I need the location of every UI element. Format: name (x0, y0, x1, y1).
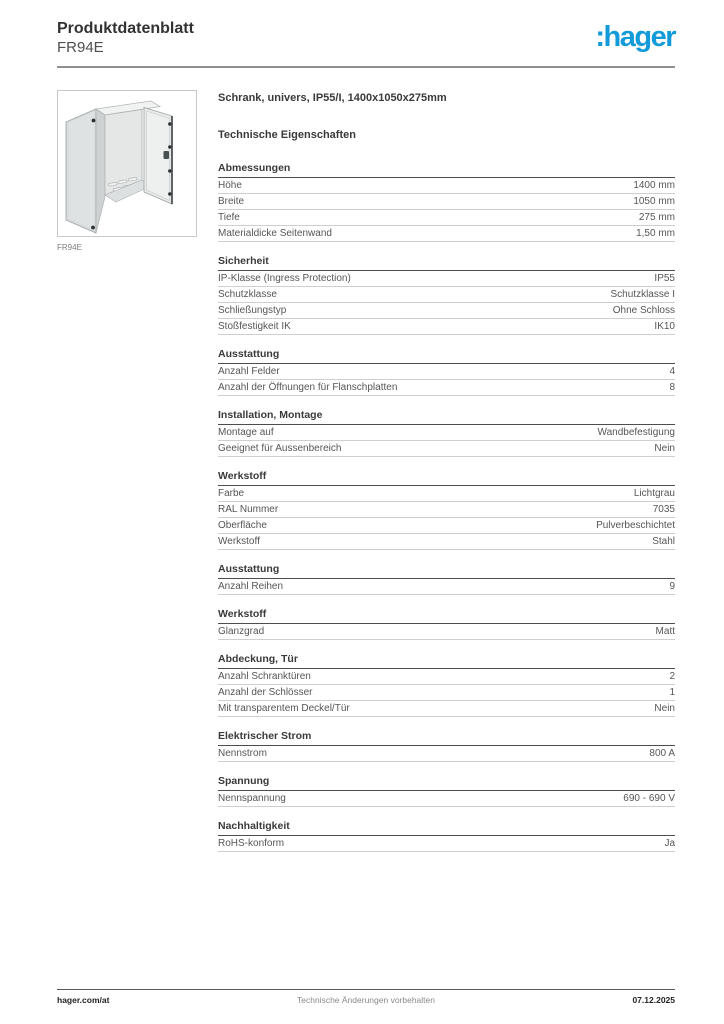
spec-label: Nennspannung (218, 793, 286, 804)
spec-section-title: Werkstoff (218, 470, 675, 486)
spec-value: Stahl (652, 536, 675, 547)
cabinet-illustration (58, 91, 196, 236)
spec-value: 1050 mm (633, 196, 675, 207)
spec-section (218, 820, 675, 852)
spec-label: RoHS-konform (218, 838, 285, 849)
spec-row (218, 271, 675, 287)
spec-value: IP55 (654, 273, 675, 284)
spec-section (218, 470, 675, 550)
spec-value: 1400 mm (633, 180, 675, 191)
spec-value: 1 (669, 687, 675, 698)
spec-value: Wandbefestigung (597, 427, 675, 438)
spec-label: Werkstoff (218, 536, 260, 547)
spec-section-title: Ausstattung (218, 563, 675, 579)
spec-value: IK10 (654, 321, 675, 332)
spec-label: RAL Nummer (218, 504, 279, 515)
spec-row (218, 669, 675, 685)
spec-row (218, 425, 675, 441)
spec-label: Geeignet für Aussenbereich (218, 443, 342, 454)
spec-label: Anzahl Felder (218, 366, 280, 377)
spec-sections (218, 162, 675, 852)
spec-value: 800 A (649, 748, 675, 759)
product-image-caption: FR94E (57, 243, 82, 252)
spec-row (218, 502, 675, 518)
spec-row (218, 194, 675, 210)
spec-value: Ohne Schloss (612, 305, 675, 316)
spec-row (218, 287, 675, 303)
spec-section-title: Werkstoff (218, 608, 675, 624)
spec-section-title: Installation, Montage (218, 409, 675, 425)
product-image-column (57, 90, 197, 252)
page-title: Produktdatenblatt (57, 20, 194, 37)
spec-section (218, 775, 675, 807)
spec-label: Breite (218, 196, 245, 207)
spec-value: Nein (654, 703, 675, 714)
spec-row (218, 441, 675, 457)
spec-value: 9 (669, 581, 675, 592)
spec-row (218, 303, 675, 319)
spec-label: Anzahl Schranktüren (218, 671, 311, 682)
spec-section (218, 730, 675, 762)
spec-section-title: Abdeckung, Tür (218, 653, 675, 669)
spec-row (218, 624, 675, 640)
product-image (57, 90, 197, 237)
spec-section (218, 348, 675, 396)
spec-label: Tiefe (218, 212, 240, 223)
spec-value: Lichtgrau (633, 488, 675, 499)
spec-row (218, 579, 675, 595)
spec-section (218, 162, 675, 242)
spec-label: Materialdicke Seitenwand (218, 228, 332, 239)
footer-website-link[interactable]: hager.com/at (57, 995, 110, 1005)
spec-row (218, 685, 675, 701)
spec-value: 275 mm (638, 212, 675, 223)
spec-section (218, 409, 675, 457)
spec-label: Stoßfestigkeit IK (218, 321, 291, 332)
spec-label: Anzahl der Schlösser (218, 687, 313, 698)
spec-value: 1,50 mm (636, 228, 675, 239)
footer-date: 07.12.2025 (632, 995, 675, 1005)
spec-section-title: Ausstattung (218, 348, 675, 364)
spec-row (218, 486, 675, 502)
spec-section-title: Spannung (218, 775, 675, 791)
spec-section (218, 653, 675, 717)
spec-label: Anzahl der Öffnungen für Flanschplatten (218, 382, 398, 393)
product-code: FR94E (57, 39, 104, 56)
spec-section-title: Abmessungen (218, 162, 675, 178)
spec-row (218, 518, 675, 534)
spec-value: 2 (669, 671, 675, 682)
spec-value: 7035 (652, 504, 675, 515)
spec-section-title: Nachhaltigkeit (218, 820, 675, 836)
spec-label: Anzahl Reihen (218, 581, 284, 592)
spec-value: Matt (655, 626, 675, 637)
spec-value: 8 (669, 382, 675, 393)
spec-value: Schutzklasse I (610, 289, 675, 300)
footer-divider (57, 989, 675, 990)
spec-section-title: Sicherheit (218, 255, 675, 271)
spec-row (218, 364, 675, 380)
spec-value: Nein (654, 443, 675, 454)
product-title: Schrank, univers, IP55/I, 1400x1050x275mm (218, 92, 447, 104)
spec-column (218, 92, 675, 865)
spec-row (218, 791, 675, 807)
spec-label: Farbe (218, 488, 245, 499)
spec-row (218, 746, 675, 762)
spec-label: Glanzgrad (218, 626, 265, 637)
spec-value: Ja (664, 838, 675, 849)
spec-label: Schließungstyp (218, 305, 287, 316)
specs-heading: Technische Eigenschaften (218, 129, 356, 141)
spec-row (218, 178, 675, 194)
spec-label: Höhe (218, 180, 242, 191)
spec-label: Schutzklasse (218, 289, 277, 300)
spec-label: Mit transparentem Deckel/Tür (218, 703, 350, 714)
spec-label: Montage auf (218, 427, 274, 438)
spec-section (218, 608, 675, 640)
spec-row (218, 534, 675, 550)
spec-label: IP-Klasse (Ingress Protection) (218, 273, 351, 284)
spec-row (218, 380, 675, 396)
footer-disclaimer: Technische Änderungen vorbehalten (297, 995, 435, 1005)
spec-value: 4 (669, 366, 675, 377)
spec-label: Oberfläche (218, 520, 267, 531)
spec-row (218, 319, 675, 335)
spec-row (218, 701, 675, 717)
document-header (57, 19, 675, 58)
spec-value: Pulverbeschichtet (596, 520, 675, 531)
spec-section-title: Elektrischer Strom (218, 730, 675, 746)
spec-row (218, 210, 675, 226)
hager-logo: :hager (595, 21, 675, 53)
header-divider (57, 66, 675, 68)
spec-row (218, 836, 675, 852)
spec-label: Nennstrom (218, 748, 267, 759)
spec-value: 690 - 690 V (623, 793, 675, 804)
spec-section (218, 563, 675, 595)
spec-section (218, 255, 675, 335)
spec-row (218, 226, 675, 242)
